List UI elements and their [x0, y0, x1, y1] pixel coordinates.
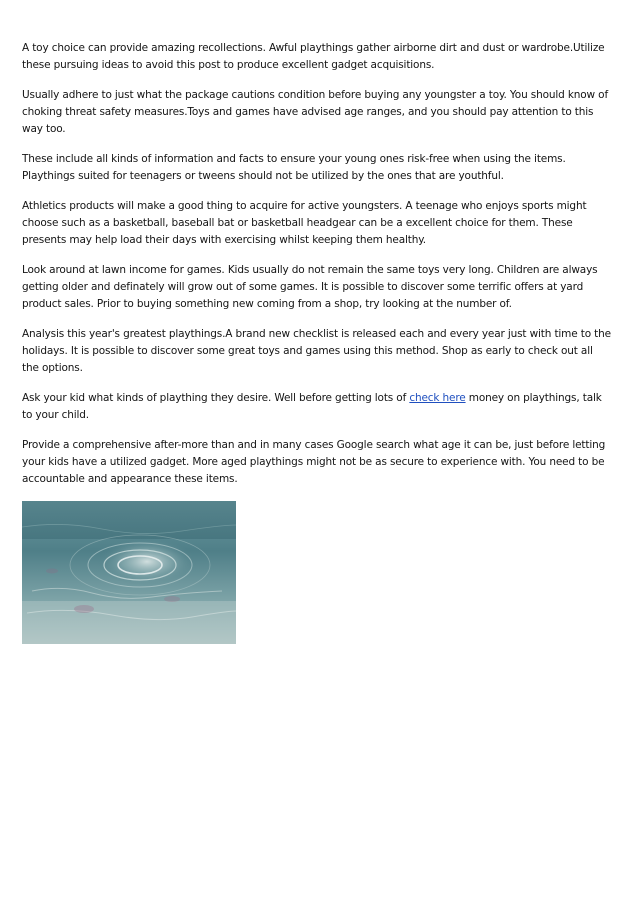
paragraph-3: These include all kinds of information and facts to ensure your young ones risk-free when using the items. Playthings suited for teenagers or tweens should not be utilized by the ones that are youthful. — [22, 153, 566, 182]
paragraph-7-text-before: Ask your kid what kinds of plaything they desire. Well before getting lots of — [22, 392, 410, 404]
paragraph-6: Analysis this year's greatest playthings.A brand new checklist is released each and every year just with time to the holidays. It is possible to discover some great toys and games using this method. Shop as early to check out all the options. — [22, 328, 611, 374]
water-ripple-photo — [22, 501, 236, 644]
check-here-link[interactable]: check here — [409, 392, 466, 404]
paragraph-8: Provide a comprehensive after-more than and in many cases Google search what age it can be, just before letting your kids have a utilized gadget. More aged playthings might not be as secure to experience with. You need to be accountable and appearance these items. — [22, 439, 606, 485]
paragraph-7-text-after: money on playthings, talk to your child. — [22, 392, 602, 421]
paragraph-5: Look around at lawn income for games. Kids usually do not remain the same toys very long. Children are always getting older and definately will grow out of some games. It is possible to discover some terrific offers at yard product sales. Prior to buying something new coming from a shop, try looking at the number of. — [22, 264, 598, 310]
paragraph-7 — [22, 390, 612, 424]
water-ripple-image — [22, 501, 236, 644]
paragraph-2: Usually adhere to just what the package cautions condition before buying any youngster a toy. You should know of choking threat safety measures.Toys and games have advised age ranges, and you should pay attention to this way too. — [22, 89, 609, 135]
paragraph-4: Athletics products will make a good thing to acquire for active youngsters. A teenage who enjoys sports might choose such as a basketball, baseball bat or basketball headgear can be a excellent choice for them. These presents may help load their days with exercising whilst keeping them healthy. — [22, 200, 587, 246]
paragraph-1: A toy choice can provide amazing recollections. Awful playthings gather airborne dirt and dust or wardrobe.Utilize these pursuing ideas to avoid this post to produce excellent gadget acquisitions. — [22, 42, 605, 71]
